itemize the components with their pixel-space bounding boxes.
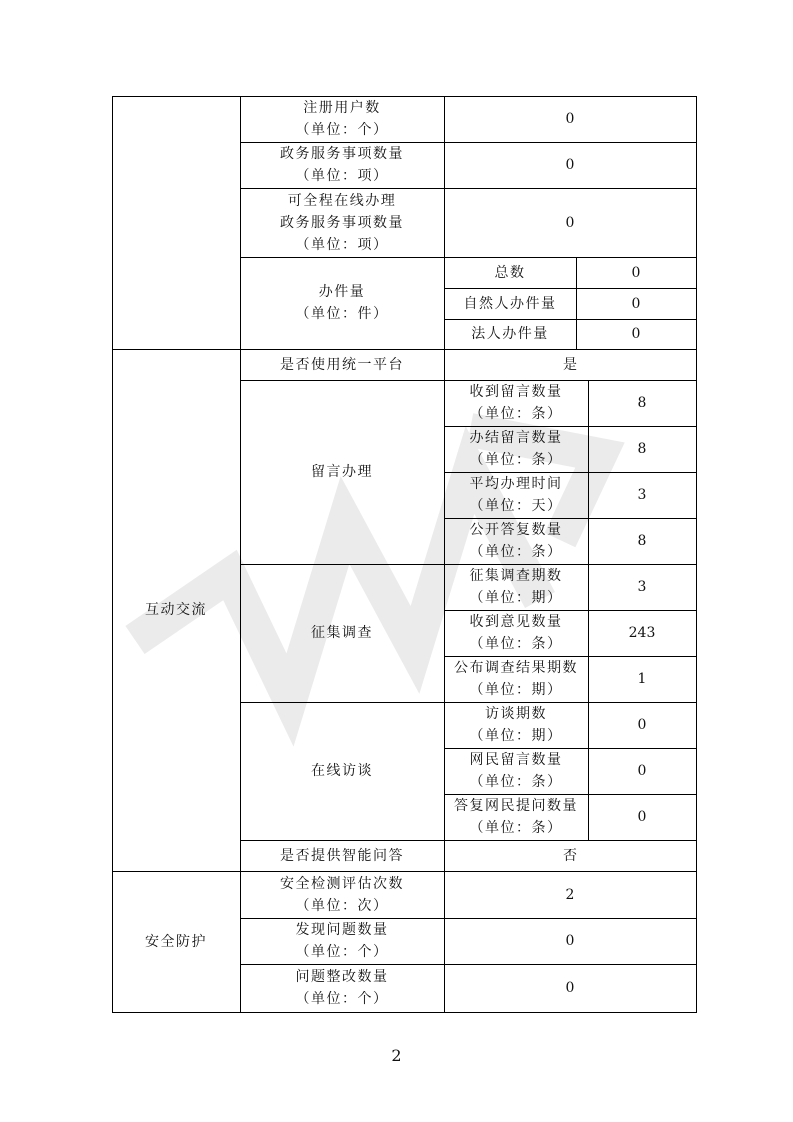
label-line: （单位：个） — [295, 991, 389, 1007]
cell-text: 243 — [628, 625, 656, 641]
row-label-cell-text — [280, 873, 404, 917]
row-label-cell — [240, 918, 444, 964]
row-label-cell — [240, 702, 444, 840]
subrow-value-cell — [588, 794, 696, 840]
row-label-cell-text — [280, 190, 404, 256]
label-line: 可全程在线办理 — [287, 192, 397, 209]
row-label-cell-text — [311, 760, 373, 782]
cell-text: 0 — [631, 295, 641, 312]
row-value-cell-text — [566, 108, 575, 130]
label-line: 政务服务事项数量 — [280, 214, 404, 231]
category-cell-text — [145, 931, 207, 953]
subrow-value-cell-text — [638, 806, 647, 828]
row-value-cell-text — [563, 354, 577, 376]
subrow-label-cell-text — [464, 293, 557, 315]
subrow-label-cell-text — [470, 565, 563, 609]
subrow-value-cell-text — [638, 484, 647, 506]
cell-text: 是 — [563, 356, 577, 373]
label-line: 答复网民提问数量 — [454, 798, 578, 814]
cell-text: 0 — [565, 111, 575, 127]
cell-text: 0 — [565, 933, 575, 949]
category-cell — [112, 96, 240, 349]
subrow-value-cell-text — [638, 576, 647, 598]
subrow-label-cell — [444, 702, 588, 748]
row-label-cell — [240, 840, 444, 871]
subrow-value-cell — [588, 518, 696, 564]
label-line: 留言办理 — [311, 464, 373, 480]
subrow-label-cell — [444, 564, 588, 610]
row-label-cell — [240, 964, 444, 1012]
cell-text: 2 — [565, 886, 575, 903]
label-line: 公布调查结果期数 — [454, 660, 578, 676]
subrow-label-cell — [444, 426, 588, 472]
cell-text: 0 — [631, 326, 641, 342]
label-line: 征集调查期数 — [469, 568, 563, 584]
cell-text: 法人办件量 — [471, 326, 549, 342]
cell-text: 0 — [637, 763, 647, 779]
row-value-cell — [444, 96, 696, 142]
cell-text: 互动交流 — [145, 602, 207, 618]
subrow-label-cell — [444, 656, 588, 702]
row-value-cell — [444, 349, 696, 380]
page-number: 2 — [391, 1046, 402, 1065]
category-cell — [112, 349, 240, 871]
cell-text: 8 — [637, 395, 647, 411]
row-value-cell-text — [566, 154, 575, 176]
cell-text: 0 — [565, 214, 575, 231]
label-line: （单位：期） — [469, 682, 563, 698]
subrow-value-cell-text — [629, 622, 656, 644]
subrow-value-cell-text — [632, 323, 641, 345]
cell-text: 3 — [637, 579, 647, 595]
label-line: 征集调查 — [311, 625, 373, 641]
subrow-label-cell — [444, 257, 576, 288]
subrow-label-cell — [444, 748, 588, 794]
row-value-cell-text — [563, 845, 577, 867]
label-line: 访谈期数 — [485, 706, 547, 722]
label-line: （单位：个） — [295, 944, 389, 960]
label-line: 收到留言数量 — [469, 384, 563, 400]
label-line: 注册用户数 — [303, 100, 381, 116]
label-line: 公开答复数量 — [469, 522, 563, 538]
subrow-label-cell-text — [470, 381, 563, 425]
subrow-label-cell-text — [471, 323, 549, 345]
label-line: （单位：件） — [295, 306, 389, 322]
cell-text: 自然人办件量 — [463, 295, 557, 312]
label-line: （单位：天） — [469, 498, 563, 514]
row-label-cell-text — [280, 845, 404, 867]
row-label-cell-text — [296, 919, 389, 963]
subrow-value-cell-text — [638, 530, 647, 552]
subrow-value-cell — [588, 656, 696, 702]
label-line: （单位：次） — [295, 897, 389, 914]
label-line: 是否提供智能问答 — [280, 847, 404, 864]
label-line: （单位：项） — [295, 168, 389, 184]
cell-text: 总数 — [494, 264, 526, 281]
subrow-value-cell — [588, 380, 696, 426]
cell-text: 1 — [637, 671, 647, 687]
label-line: （单位：期） — [469, 590, 563, 606]
subrow-label-cell — [444, 380, 588, 426]
row-value-cell — [444, 964, 696, 1012]
cell-text: 安全防护 — [145, 933, 207, 950]
subrow-value-cell-text — [632, 262, 641, 284]
subrow-value-cell-text — [638, 438, 647, 460]
label-line: 是否使用统一平台 — [280, 356, 404, 373]
label-line: 发现问题数量 — [295, 922, 389, 938]
label-line: 平均办理时间 — [469, 476, 563, 492]
category-cell — [112, 871, 240, 1012]
subrow-label-cell — [444, 319, 576, 349]
row-value-cell — [444, 188, 696, 257]
row-rule — [240, 1012, 697, 1013]
category-cell-text — [145, 599, 207, 621]
label-line: （单位：条） — [469, 820, 563, 836]
row-value-cell — [444, 918, 696, 964]
subrow-label-cell-text — [470, 427, 563, 471]
subrow-value-cell — [588, 702, 696, 748]
subrow-label-cell-text — [454, 795, 578, 839]
row-value-cell — [444, 871, 696, 918]
row-label-cell-text — [296, 966, 389, 1010]
subrow-value-cell-text — [638, 760, 647, 782]
subrow-label-cell-text — [470, 611, 563, 655]
subrow-value-cell-text — [638, 714, 647, 736]
subrow-label-cell — [444, 288, 576, 319]
row-label-cell — [240, 380, 444, 564]
row-label-cell — [240, 871, 444, 918]
label-line: （单位：条） — [469, 452, 563, 468]
cell-text: 0 — [637, 717, 647, 733]
row-label-cell — [240, 257, 444, 349]
label-line: 收到意见数量 — [469, 614, 563, 630]
subrow-label-cell-text — [470, 703, 563, 747]
subrow-label-cell — [444, 518, 588, 564]
row-label-cell-text — [296, 97, 389, 141]
row-label-cell — [240, 142, 444, 188]
label-line: （单位：个） — [295, 122, 389, 138]
subrow-value-cell — [588, 472, 696, 518]
label-line: 网民留言数量 — [469, 752, 563, 768]
label-line: 政务服务事项数量 — [280, 146, 404, 162]
cell-text: 0 — [565, 157, 575, 173]
subrow-label-cell — [444, 472, 588, 518]
subrow-value-cell — [588, 610, 696, 656]
subrow-label-cell-text — [470, 519, 563, 563]
label-line: 办件量 — [318, 284, 366, 300]
row-label-cell-text — [280, 143, 404, 187]
label-line: 在线访谈 — [311, 763, 373, 779]
subrow-value-cell — [576, 288, 696, 319]
cell-text: 3 — [637, 487, 647, 503]
subrow-value-cell — [588, 564, 696, 610]
subrow-value-cell — [576, 257, 696, 288]
label-line: （单位：条） — [469, 774, 563, 790]
label-line: （单位：项） — [295, 236, 389, 253]
subrow-label-cell — [444, 610, 588, 656]
row-value-cell-text — [566, 884, 575, 906]
row-label-cell-text — [311, 461, 373, 483]
row-value-cell — [444, 142, 696, 188]
cell-text: 8 — [637, 533, 647, 549]
row-value-cell — [444, 840, 696, 871]
subrow-label-cell-text — [454, 657, 578, 701]
label-line: 安全检测评估次数 — [280, 875, 404, 892]
row-label-cell — [240, 564, 444, 702]
cell-text: 8 — [637, 441, 647, 457]
cell-text: 0 — [637, 809, 647, 825]
subrow-label-cell-text — [495, 262, 526, 284]
subrow-label-cell-text — [470, 473, 563, 517]
row-label-cell-text — [280, 354, 404, 376]
subrow-label-cell-text — [470, 749, 563, 793]
subrow-value-cell — [588, 748, 696, 794]
row-value-cell-text — [566, 930, 575, 952]
label-line: （单位：条） — [469, 544, 563, 560]
table-right-border — [696, 96, 697, 1013]
row-label-cell — [240, 188, 444, 257]
subrow-value-cell — [588, 426, 696, 472]
cell-text: 否 — [563, 847, 577, 864]
label-line: 问题整改数量 — [295, 969, 389, 985]
row-value-cell-text — [566, 212, 575, 234]
row-label-cell — [240, 96, 444, 142]
cell-text: 0 — [631, 264, 641, 281]
subrow-value-cell-text — [638, 392, 647, 414]
cell-text: 0 — [565, 980, 575, 996]
row-value-cell-text — [566, 977, 575, 999]
subrow-value-cell — [576, 319, 696, 349]
label-line: （单位：期） — [469, 728, 563, 744]
label-line: （单位：条） — [469, 636, 563, 652]
label-line: （单位：条） — [469, 406, 563, 422]
row-label-cell — [240, 349, 444, 380]
subrow-label-cell — [444, 794, 588, 840]
row-label-cell-text — [296, 281, 389, 325]
row-label-cell-text — [311, 622, 373, 644]
subrow-value-cell-text — [638, 668, 647, 690]
subrow-value-cell-text — [632, 293, 641, 315]
label-line: 办结留言数量 — [469, 430, 563, 446]
